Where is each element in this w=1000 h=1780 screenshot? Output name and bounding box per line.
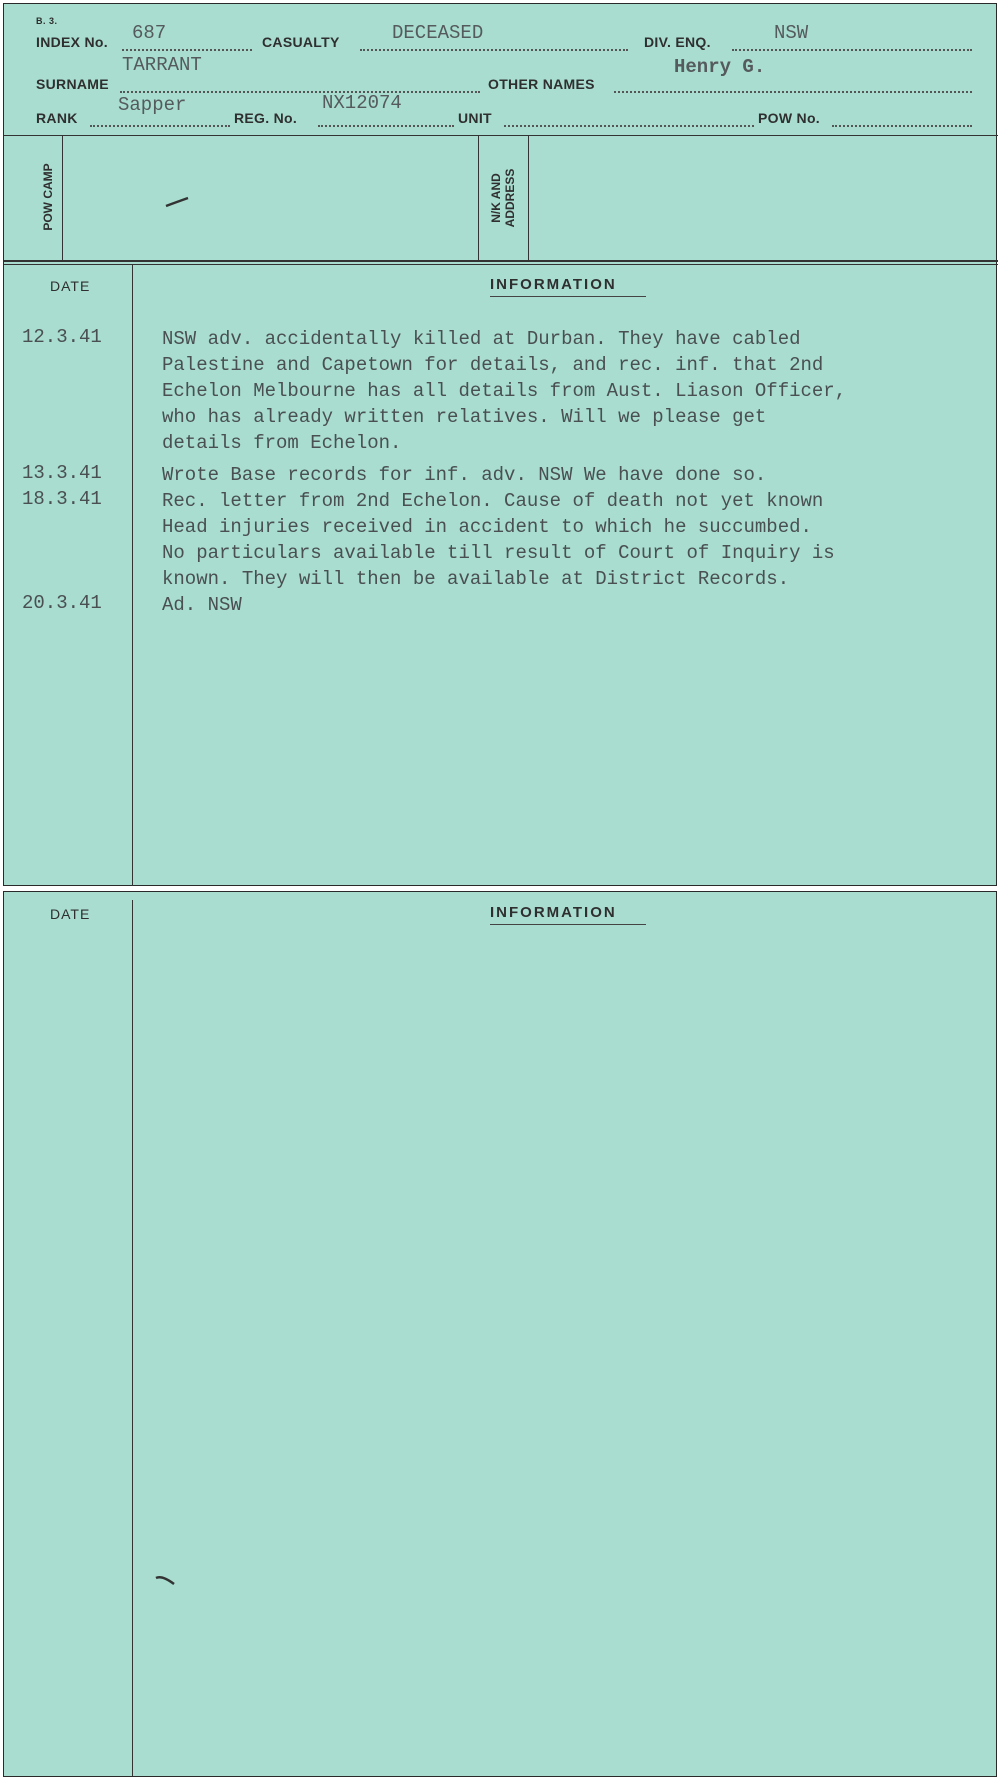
pow-no-label: POW No. <box>758 110 820 126</box>
entry-line: NSW adv. accidentally killed at Durban. They have cabled <box>162 328 801 350</box>
div-enq-value: NSW <box>774 22 809 44</box>
date-column-heading: DATE <box>50 278 91 294</box>
entry-date: 12.3.41 <box>22 326 102 348</box>
entry-line: Palestine and Capetown for details, and rec. inf. that 2nd <box>162 354 824 376</box>
entry-text <box>162 326 846 456</box>
other-names-label: OTHER NAMES <box>488 76 595 92</box>
pow-no-line <box>832 125 972 127</box>
index-no-value: 687 <box>132 22 167 44</box>
casualty-value: DECEASED <box>392 22 484 44</box>
nk-address-label: N/K AND ADDRESS <box>489 168 517 228</box>
pow-camp-label: POW CAMP <box>41 163 55 231</box>
tick-mark-icon <box>164 196 190 210</box>
index-no-line <box>122 49 252 51</box>
div-enq-line <box>732 49 972 51</box>
double-rule-bottom <box>4 264 998 265</box>
double-rule-top <box>4 260 998 262</box>
casualty-label: CASUALTY <box>262 34 340 50</box>
entry-line: Echelon Melbourne has all details from Aust. Liason Officer, <box>162 380 847 402</box>
reg-no-label: REG. No. <box>234 110 298 126</box>
div-enq-label: DIV. ENQ. <box>644 34 711 50</box>
information-heading-underline <box>490 296 646 297</box>
entry-line: Head injuries received in accident to which he succumbed. <box>162 516 812 538</box>
unit-label: UNIT <box>458 110 492 126</box>
surname-value: TARRANT <box>122 54 202 76</box>
entry-date: 13.3.41 <box>22 462 102 484</box>
rank-line <box>90 125 230 127</box>
entry-text <box>162 488 835 592</box>
back-date-column-divider <box>132 900 133 1776</box>
header-divider <box>4 135 998 136</box>
other-names-value: Henry G. <box>674 56 766 78</box>
surname-label: SURNAME <box>36 76 109 92</box>
rank-value: Sapper <box>118 94 187 116</box>
entry-date: 20.3.41 <box>22 592 102 614</box>
card-front <box>3 3 997 886</box>
entry-text <box>162 592 242 618</box>
entry-line: details from Echelon. <box>162 432 402 454</box>
entry-line: Wrote Base records for inf. adv. NSW We have done so. <box>162 464 767 486</box>
reg-no-line <box>318 125 454 127</box>
entry-line: Ad. NSW <box>162 594 242 616</box>
nk-right-divider <box>528 135 529 260</box>
pen-mark-icon <box>154 1574 176 1588</box>
index-no-label: INDEX No. <box>36 34 108 50</box>
entry-line: known. They will then be available at District Records. <box>162 568 790 590</box>
entry-text <box>162 462 766 488</box>
back-date-column-heading: DATE <box>50 906 91 922</box>
card-back <box>3 891 997 1777</box>
entry-line: No particulars available till result of Court of Inquiry is <box>162 542 835 564</box>
casualty-line <box>360 49 628 51</box>
entry-line: who has already written relatives. Will we please get <box>162 406 767 428</box>
nk-left-divider <box>478 135 479 260</box>
entry-date: 18.3.41 <box>22 488 102 510</box>
other-names-line <box>614 91 972 93</box>
pow-camp-divider <box>62 135 63 260</box>
date-column-divider <box>132 265 133 886</box>
entry-line: Rec. letter from 2nd Echelon. Cause of death not yet known <box>162 490 824 512</box>
back-information-heading-underline <box>490 924 646 925</box>
information-column-heading: INFORMATION <box>490 276 617 293</box>
form-code-text: B. 3. <box>36 16 58 26</box>
surname-line <box>120 91 480 93</box>
reg-no-value: NX12074 <box>322 92 402 114</box>
rank-label: RANK <box>36 110 78 126</box>
back-information-column-heading: INFORMATION <box>490 904 617 921</box>
unit-line <box>504 125 754 127</box>
